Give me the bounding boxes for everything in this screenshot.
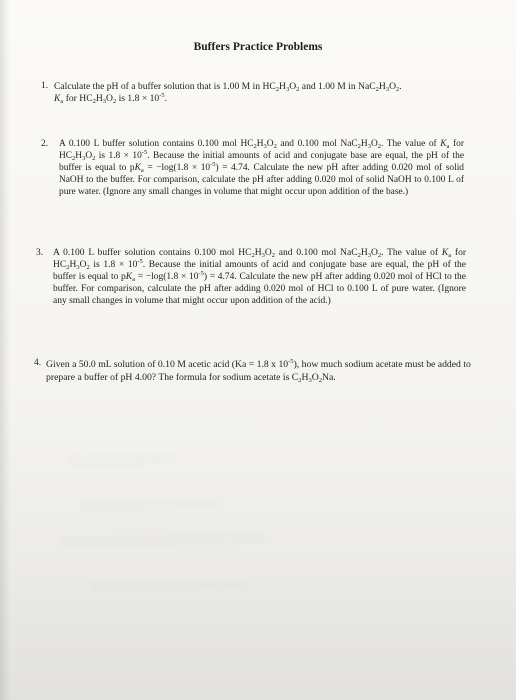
page-title: Buffers Practice Problems: [193, 41, 323, 53]
show-through-text: ░░░░░░░░░░░░░░░░░░░░░░░░░░░░░: [59, 533, 266, 548]
problem-1-text: Calculate the pH of a buffer solution that is 1.00 M in $HC_2H_3O_2$ and 1.00 M in $NaC_2H_3O_2$. $K_a$ for $HC_2H_3O_2$ is $1.8 \times 10^{-5}$.: [54, 81, 402, 105]
problem-4-text: Given a 50.0 mL solution of 0.10 M acetic acid (Ka = 1.8 x $10^{-5}$), how much sodium acetate must be added to prepare a buffer of pH 4.00? The formula for sodium acetate is $C_2H_3O_2Na$.: [46, 358, 471, 384]
page-shadow: [0, 0, 10, 700]
problem-number: 4.: [34, 358, 42, 368]
problem-3-text: A 0.100 L buffer solution contains 0.100 mol $HC_2H_3O_2$ and 0.100 mol $NaC_2H_3O_2$. The value of $K_a$ for $HC_2H_3O_2$ is $1.8 \times 10^{-5}$. Because the initial amounts of acid and conjugate base are equal, the pH of the buffer is equal to $pK_a = -\log(1.8 \times 10^{-5}) = 4.74$. Calculate the new pH after adding 0.020 mol of HCl to the buffer. For comparison, calculate the pH after adding 0.020 mol of HCl to 0.100 L of pure water. (Ignore any small changes in volume that might occur upon addition of the acid.): [53, 248, 466, 306]
problem-number: 2.: [41, 139, 49, 149]
show-through-text: ░░░░░░░░░░░░░░░░░░░░: [79, 498, 222, 513]
problem-number: 1.: [41, 81, 49, 91]
problem-2-text: A 0.100 L buffer solution contains 0.100 mol $HC_2H_3O_2$ and 0.100 mol $NaC_2H_3O_2$. The value of $K_a$ for $HC_2H_3O_2$ is $1.8 \times 10^{-5}$. Because the initial amounts of acid and conjugate base are equal, the pH of the buffer is equal to $pK_a = -\log(1.8 \times 10^{-5}) = 4.74$. Calculate the new pH after adding 0.020 mol of solid NaOH to the buffer. For comparison, calculate the pH after adding 0.020 mol of solid NaOH to 0.100 L of pure water. (Ignore any small changes in volume that might occur upon addition of the base.): [59, 139, 464, 197]
show-through-text: ░░░░░░░░░░░░░░░: [69, 454, 177, 467]
show-through-text: ░░░░░░░░░░░░░░░░░░░░░░: [89, 578, 246, 593]
problem-number: 3.: [36, 248, 44, 258]
